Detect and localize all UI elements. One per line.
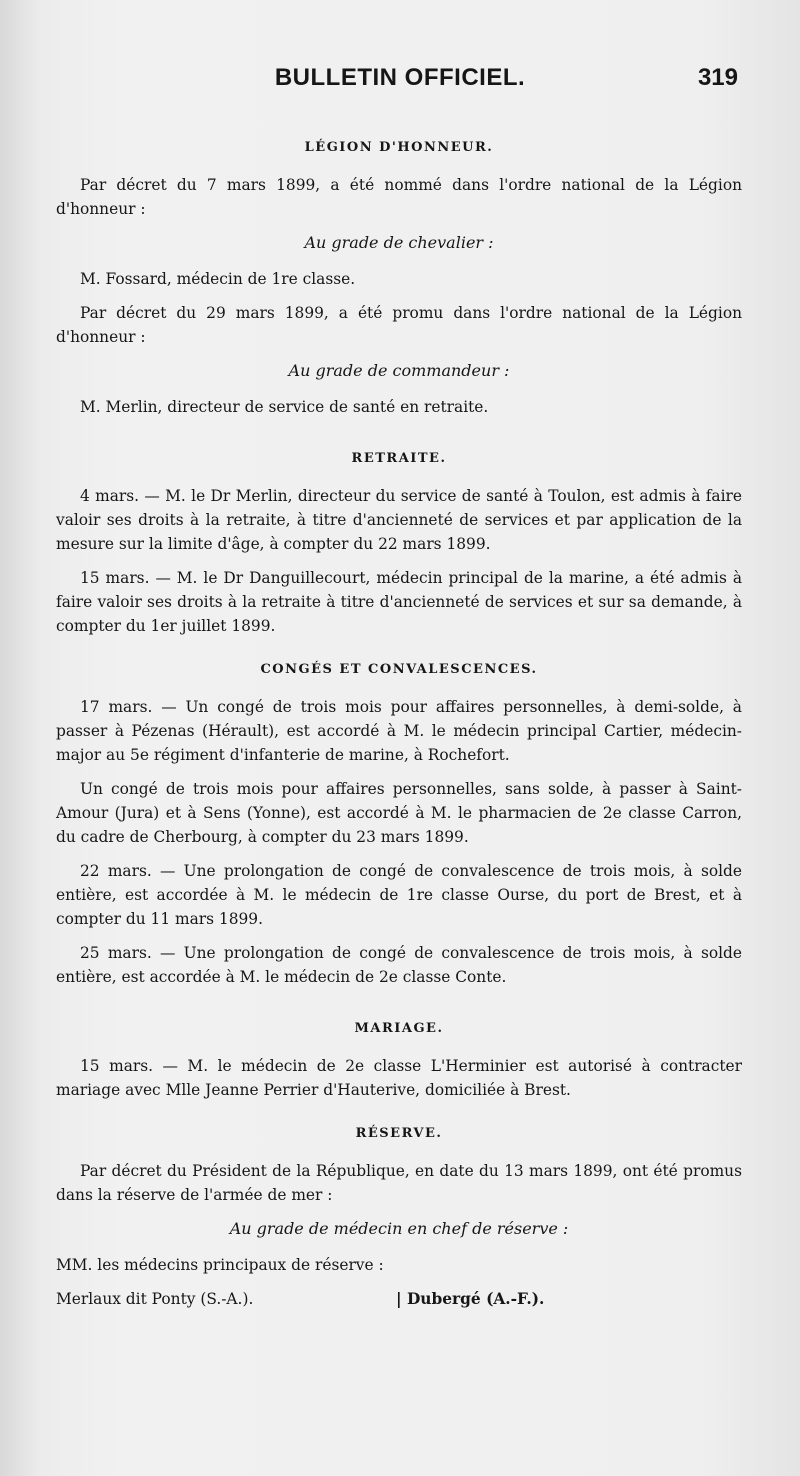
section-title-reserve: RÉSERVE. [355,1126,443,1141]
page-header [0,58,800,98]
nominee-merlin: M. Merlin, directeur de service de santé en retraite. [80,398,489,416]
conges-paragraph-4: 25 mars. — Une prolongation de congé de convalescence de trois mois, à solde entière, est accordée à M. le médecin de 2e classe Conte. [56,944,742,986]
retraite-paragraph-1: 4 mars. — M. le Dr Merlin, directeur du service de santé à Toulon, est admis à faire valoir ses droits à la retraite, à titre d'ancienneté de services et par application de la mesure sur la limite d'âge, à compter du 22 mars 1899. [56,487,742,553]
reserve-intro: MM. les médecins principaux de réserve : [56,1256,384,1274]
section-title-conges: CONGÉS ET CONVALESCENCES. [260,662,538,677]
section-title-legion: LÉGION D'HONNEUR. [304,140,494,155]
legion-paragraph-1: Par décret du 7 mars 1899, a été nommé dans l'ordre national de la Légion d'honneur : [56,176,742,218]
retraite-paragraph-2: 15 mars. — M. le Dr Danguillecourt, médecin principal de la marine, a été admis à faire valoir ses droits à la retraite à titre d'ancienneté de services et sur sa demande, à compter du 1er juillet 1899. [56,569,742,635]
page-number: 319 [697,64,738,91]
section-title-retraite: RETRAITE. [351,451,447,466]
conges-paragraph-2: Un congé de trois mois pour affaires personnelles, sans solde, à passer à Saint-Amour (Jura) et à Sens (Yonne), est accordé à M. le pharmacien de 2e classe Carron, du cadre de Cherbourg, à compter du 23 mars 1899. [56,780,742,846]
mariage-paragraph: 15 mars. — M. le médecin de 2e classe L'Herminier est autorisé à contracter mariage avec Mlle Jeanne Perrier d'Hauterive, domiciliée à Brest. [56,1057,742,1099]
grade-commandeur: Au grade de commandeur : [288,361,510,380]
bulletin-title: BULLETIN OFFICIEL. [274,64,526,91]
conges-paragraph-1: 17 mars. — Un congé de trois mois pour affaires personnelles, à demi-solde, à passer à Pézenas (Hérault), est accordé à M. le médecin principal Cartier, médecin-major au 5e régiment d'infanterie de marine, à Rochefort. [56,698,742,764]
legion-paragraph-2: Par décret du 29 mars 1899, a été promu dans l'ordre national de la Légion d'honneur : [56,304,742,346]
reserve-paragraph: Par décret du Président de la République, en date du 13 mars 1899, ont été promus dans la réserve de l'armée de mer : [56,1162,742,1204]
reserve-name-duberge: | Dubergé (A.-F.). [396,1290,545,1308]
grade-chevalier: Au grade de chevalier : [304,233,494,252]
nominee-fossard: M. Fossard, médecin de 1re classe. [80,270,356,288]
conges-paragraph-3: 22 mars. — Une prolongation de congé de convalescence de trois mois, à solde entière, est accordée à M. le médecin de 1re classe Ourse, du port de Brest, et à compter du 11 mars 1899. [56,862,742,928]
page-content [56,140,742,1315]
reserve-names-row [56,1287,742,1315]
reserve-name-merlaux: Merlaux dit Ponty (S.-A.). [56,1290,254,1308]
section-title-mariage: MARIAGE. [354,1021,444,1036]
grade-medecin-chef-reserve: Au grade de médecin en chef de réserve : [229,1219,569,1238]
